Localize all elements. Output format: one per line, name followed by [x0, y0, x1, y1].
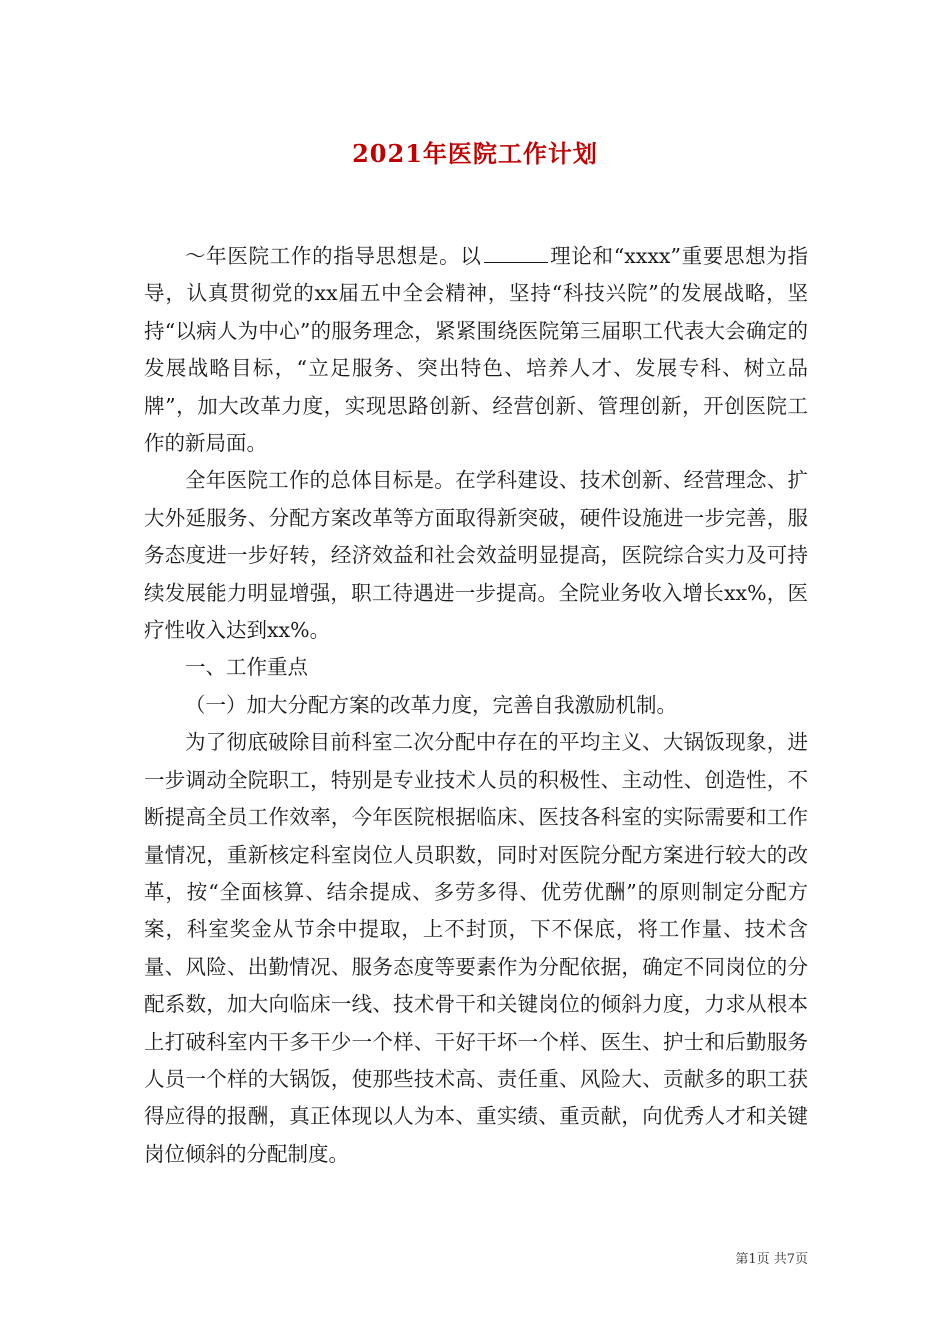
- subsection-heading-distribution-reform: （一）加大分配方案的改革力度，完善自我激励机制。: [185, 692, 677, 717]
- paragraph-text: 理论和“xxxx”重要思想为指导，认真贯彻党的xx届五中全会精神，坚持“科技兴院”的发展战略，坚持“以病人为中心”的服务理念，紧紧围绕医院第三届职工代表大会确定的发展战略目标，“立足服务、突出特色、培养人才、发展专科、树立品牌”，加大改革力度，实现思路创新、经营创新、管理创新，开创医院工作的新局面。: [144, 244, 808, 456]
- paragraph-overall-goal: 全年医院工作的总体目标是。在学科建设、技术创新、经营理念、扩大外延服务、分配方案改革等方面取得新突破，硬件设施进一步完善，服务态度进一步好转，经济效益和社会效益明显提高，医院综合实力及可持续发展能力明显增强，职工待遇进一步提高。全院业务收入增长xx%，医疗性收入达到xx%。: [144, 468, 808, 643]
- paragraph-guiding-ideology: [144, 238, 808, 462]
- section-heading-work-focus: 一、工作重点: [185, 655, 308, 680]
- page-number-footer: 第1页 共7页: [735, 1252, 808, 1267]
- document-title: 2021年医院工作计划: [352, 139, 598, 168]
- paragraph-distribution-reform: 为了彻底破除目前科室二次分配中存在的平均主义、大锅饭现象，进一步调动全院职工，特别是专业技术人员的积极性、主动性、创造性，不断提高全员工作效率，今年医院根据临床、医技各科室的实际需要和工作量情况，重新核定科室岗位人员职数，同时对医院分配方案进行较大的改革，按“全面核算、结余提成、多劳多得、优劳优酬”的原则制定分配方案，科室奖金从节余中提取，上不封顶，下不保底，将工作量、技术含量、风险、出勤情况、服务态度等要素作为分配依据，确定不同岗位的分配系数，加大向临床一线、技术骨干和关键岗位的倾斜力度，力求从根本上打破科室内干多干少一个样、干好干坏一个样、医生、护士和后勤服务人员一个样的大锅饭，使那些技术高、责任重、风险大、贡献多的职工获得应得的报酬，真正体现以人为本、重实绩、重贡献，向优秀人才和关键岗位倾斜的分配制度。: [144, 730, 808, 1166]
- document-body: [144, 238, 808, 1173]
- paragraph-text: ～年医院工作的指导思想是。以: [185, 244, 482, 268]
- fill-in-blank: [484, 244, 548, 263]
